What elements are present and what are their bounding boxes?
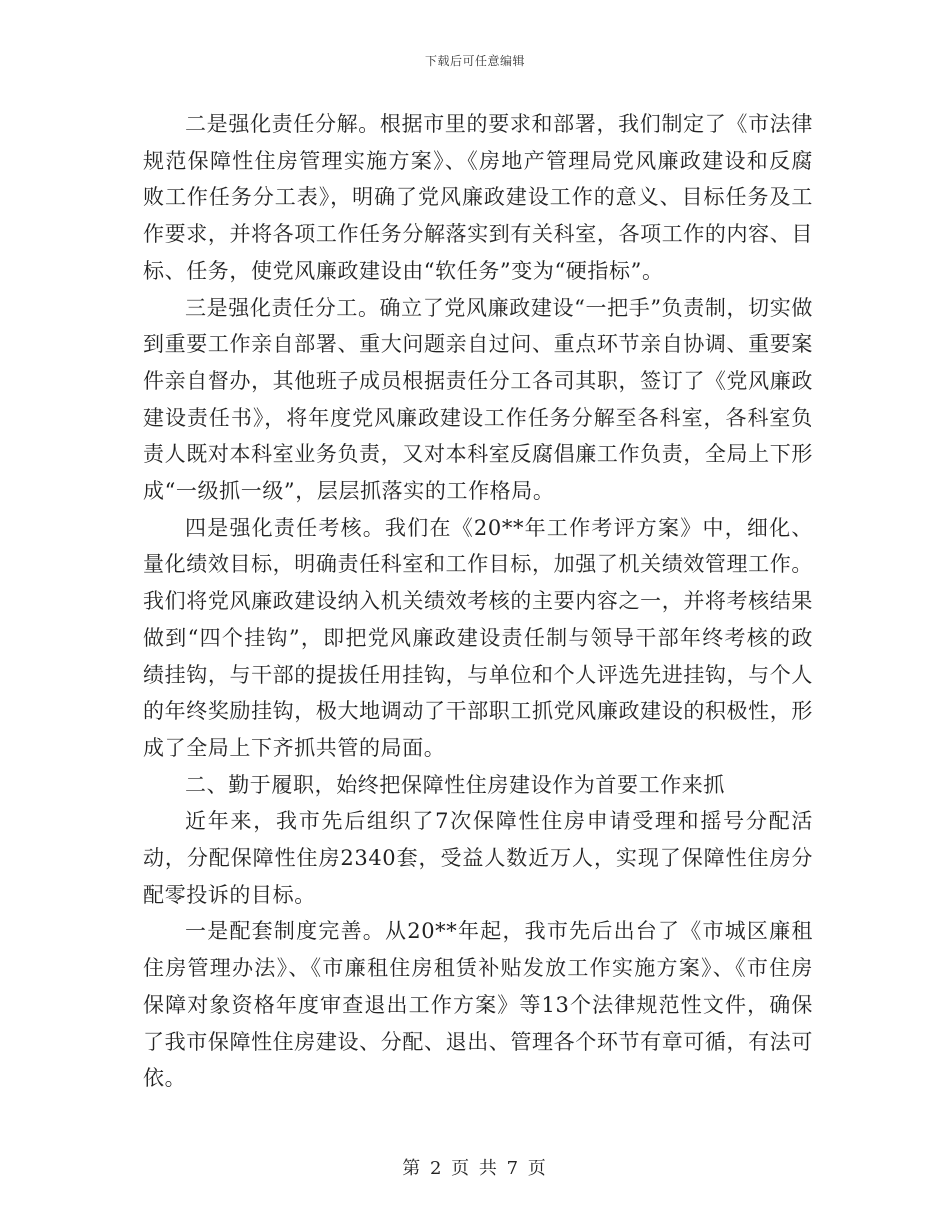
footer-prefix: 第 xyxy=(402,1158,423,1179)
current-page-number: 2 xyxy=(429,1158,444,1179)
page-header: 下载后可任意编辑 xyxy=(424,54,525,68)
paragraph-responsibility-assessment: 四是强化责任考核。我们在《20**年工作考评方案》中，细化、量化绩效目标，明确责任科室和工作目标，加强了机关绩效管理工作。我们将党风廉政建设纳入机关绩效考核的主要内容之一，并将考核结果做到“四个挂钩”，即把党风廉政建设责任制与领导干部年终考核的政绩挂钩，与干部的提拔任用挂钩，与单位和个人评选先进挂钩，与个人的年终奖励挂钩，极大地调动了干部职工抓党风廉政建设的积极性，形成了全局上下齐抓共管的局面。 xyxy=(143,515,813,760)
page-footer xyxy=(0,1154,950,1180)
document-body xyxy=(143,106,813,1097)
paragraph-housing-summary: 近年来，我市先后组织了7次保障性住房申请受理和摇号分配活动，分配保障性住房2340套，受益人数近万人，实现了保障性住房分配零投诉的目标。 xyxy=(143,809,813,907)
paragraph-supporting-systems: 一是配套制度完善。从20**年起，我市先后出台了《市城区廉租住房管理办法》、《市廉租住房租赁补贴发放工作实施方案》、《市住房保障对象资格年度审查退出工作方案》等13个法律规范性文件，确保了我市保障性住房建设、分配、退出、管理各个环节有章可循，有法可依。 xyxy=(143,919,813,1091)
paragraph-responsibility-decomposition: 二是强化责任分解。根据市里的要求和部署，我们制定了《市法律规范保障性住房管理实施方案》、《房地产管理局党风廉政建设和反腐败工作任务分工表》，明确了党风廉政建设工作的意义、目标任务及工作要求，并将各项工作任务分解落实到有关科室，各项工作的内容、目标、任务，使党风廉政建设由“软任务”变为“硬指标”。 xyxy=(143,112,813,283)
total-page-number: 7 xyxy=(506,1158,521,1179)
footer-mid: 页 共 xyxy=(451,1158,499,1179)
footer-suffix: 页 xyxy=(527,1158,548,1179)
paragraph-responsibility-division: 三是强化责任分工。确立了党风廉政建设“一把手”负责制，切实做到重要工作亲自部署、重大问题亲自过问、重点环节亲自协调、重要案件亲自督办，其他班子成员根据责任分工各司其职，签订了《党风廉政建设责任书》，将年度党风廉政建设工作任务分解至各科室，各科室负责人既对本科室业务负责，又对本科室反腐倡廉工作负责，全局上下形成“一级抓一级”，层层抓落实的工作格局。 xyxy=(143,295,813,504)
section-heading-housing: 二、勤于履职，始终把保障性住房建设作为首要工作来抓 xyxy=(185,772,725,797)
